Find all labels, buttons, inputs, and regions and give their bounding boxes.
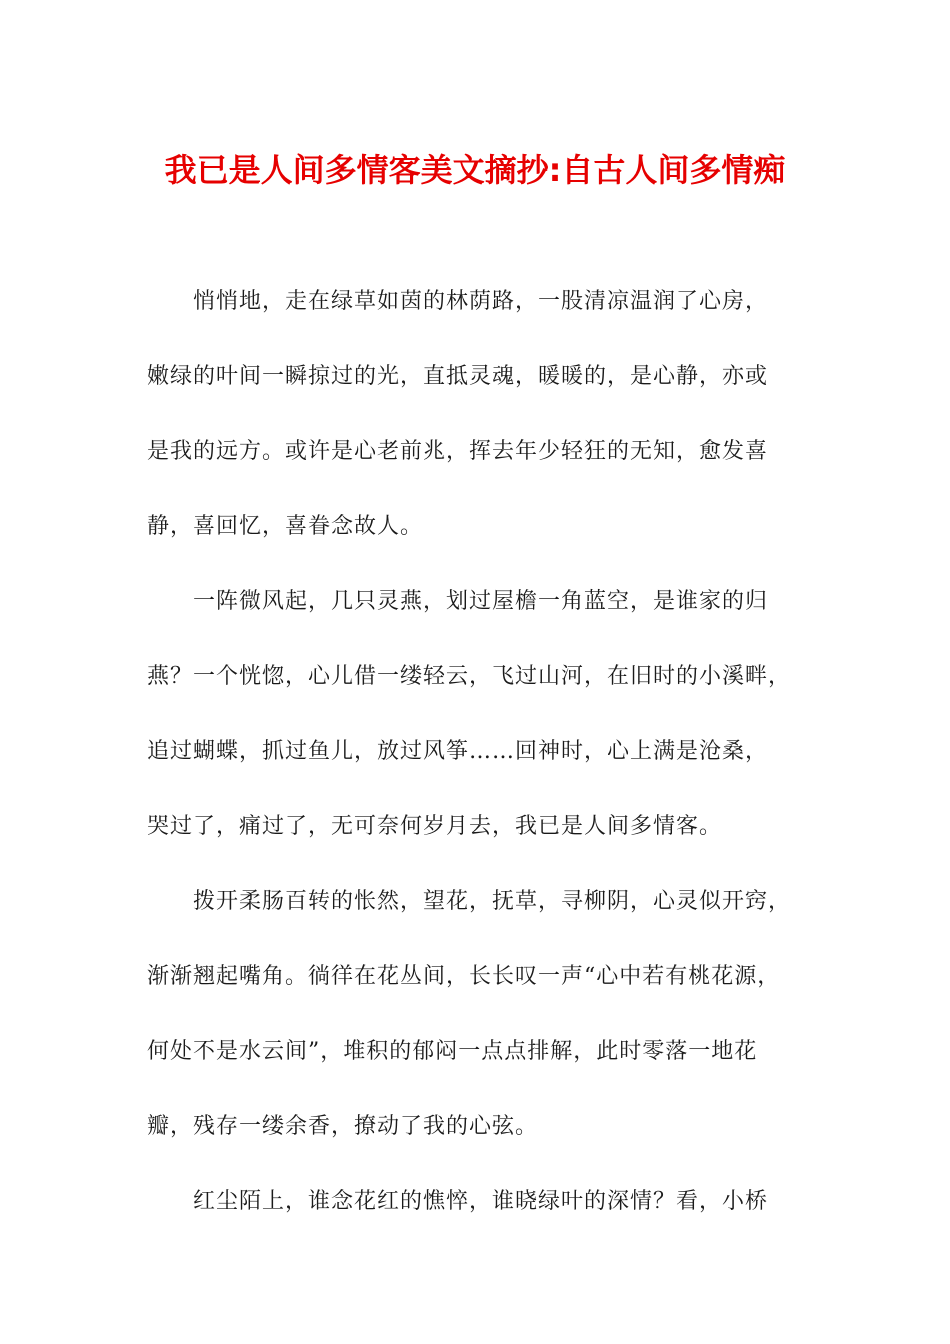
text-line: 静，喜回忆，喜眷念故人。 xyxy=(147,514,424,539)
text-line: 嫩绿的叶间一瞬掠过的光，直抵灵魂，暖暖的，是心静，亦或 xyxy=(147,364,769,389)
text-line: 追过蝴蝶，抓过鱼儿，放过风筝……回神时，心上满是沧桑， xyxy=(147,739,769,764)
text-line: 渐渐翘起嘴角。徜徉在花丛间，长长叹一声“心中若有桃花源， xyxy=(147,964,781,989)
text-line: 拨开柔肠百转的怅然，望花，抚草，寻柳阴，心灵似开窍， xyxy=(193,889,792,914)
text-line: 瓣，残存一缕余香，撩动了我的心弦。 xyxy=(147,1114,539,1139)
text-line: 是我的远方。或许是心老前兆，挥去年少轻狂的无知，愈发喜 xyxy=(147,439,769,464)
text-line: 哭过了，痛过了，无可奈何岁月去，我已是人间多情客。 xyxy=(147,814,723,839)
text-line: 何处不是水云间”，堆积的郁闷一点点排解，此时零落一地花 xyxy=(147,1039,758,1064)
text-line: 红尘陌上，谁念花红的憔悴，谁晓绿叶的深情？看，小桥 xyxy=(193,1189,769,1214)
document-body xyxy=(147,282,807,1257)
text-line: 一阵微风起，几只灵燕，划过屋檐一角蓝空，是谁家的归 xyxy=(193,589,769,614)
text-line: 燕？一个恍惚，心儿借一缕轻云，飞过山河，在旧时的小溪畔， xyxy=(147,664,792,689)
text-line: 悄悄地，走在绿草如茵的林荫路，一股清凉温润了心房， xyxy=(193,289,769,314)
document-title: 我已是人间多情客美文摘抄:自古人间多情痴 xyxy=(164,151,786,189)
